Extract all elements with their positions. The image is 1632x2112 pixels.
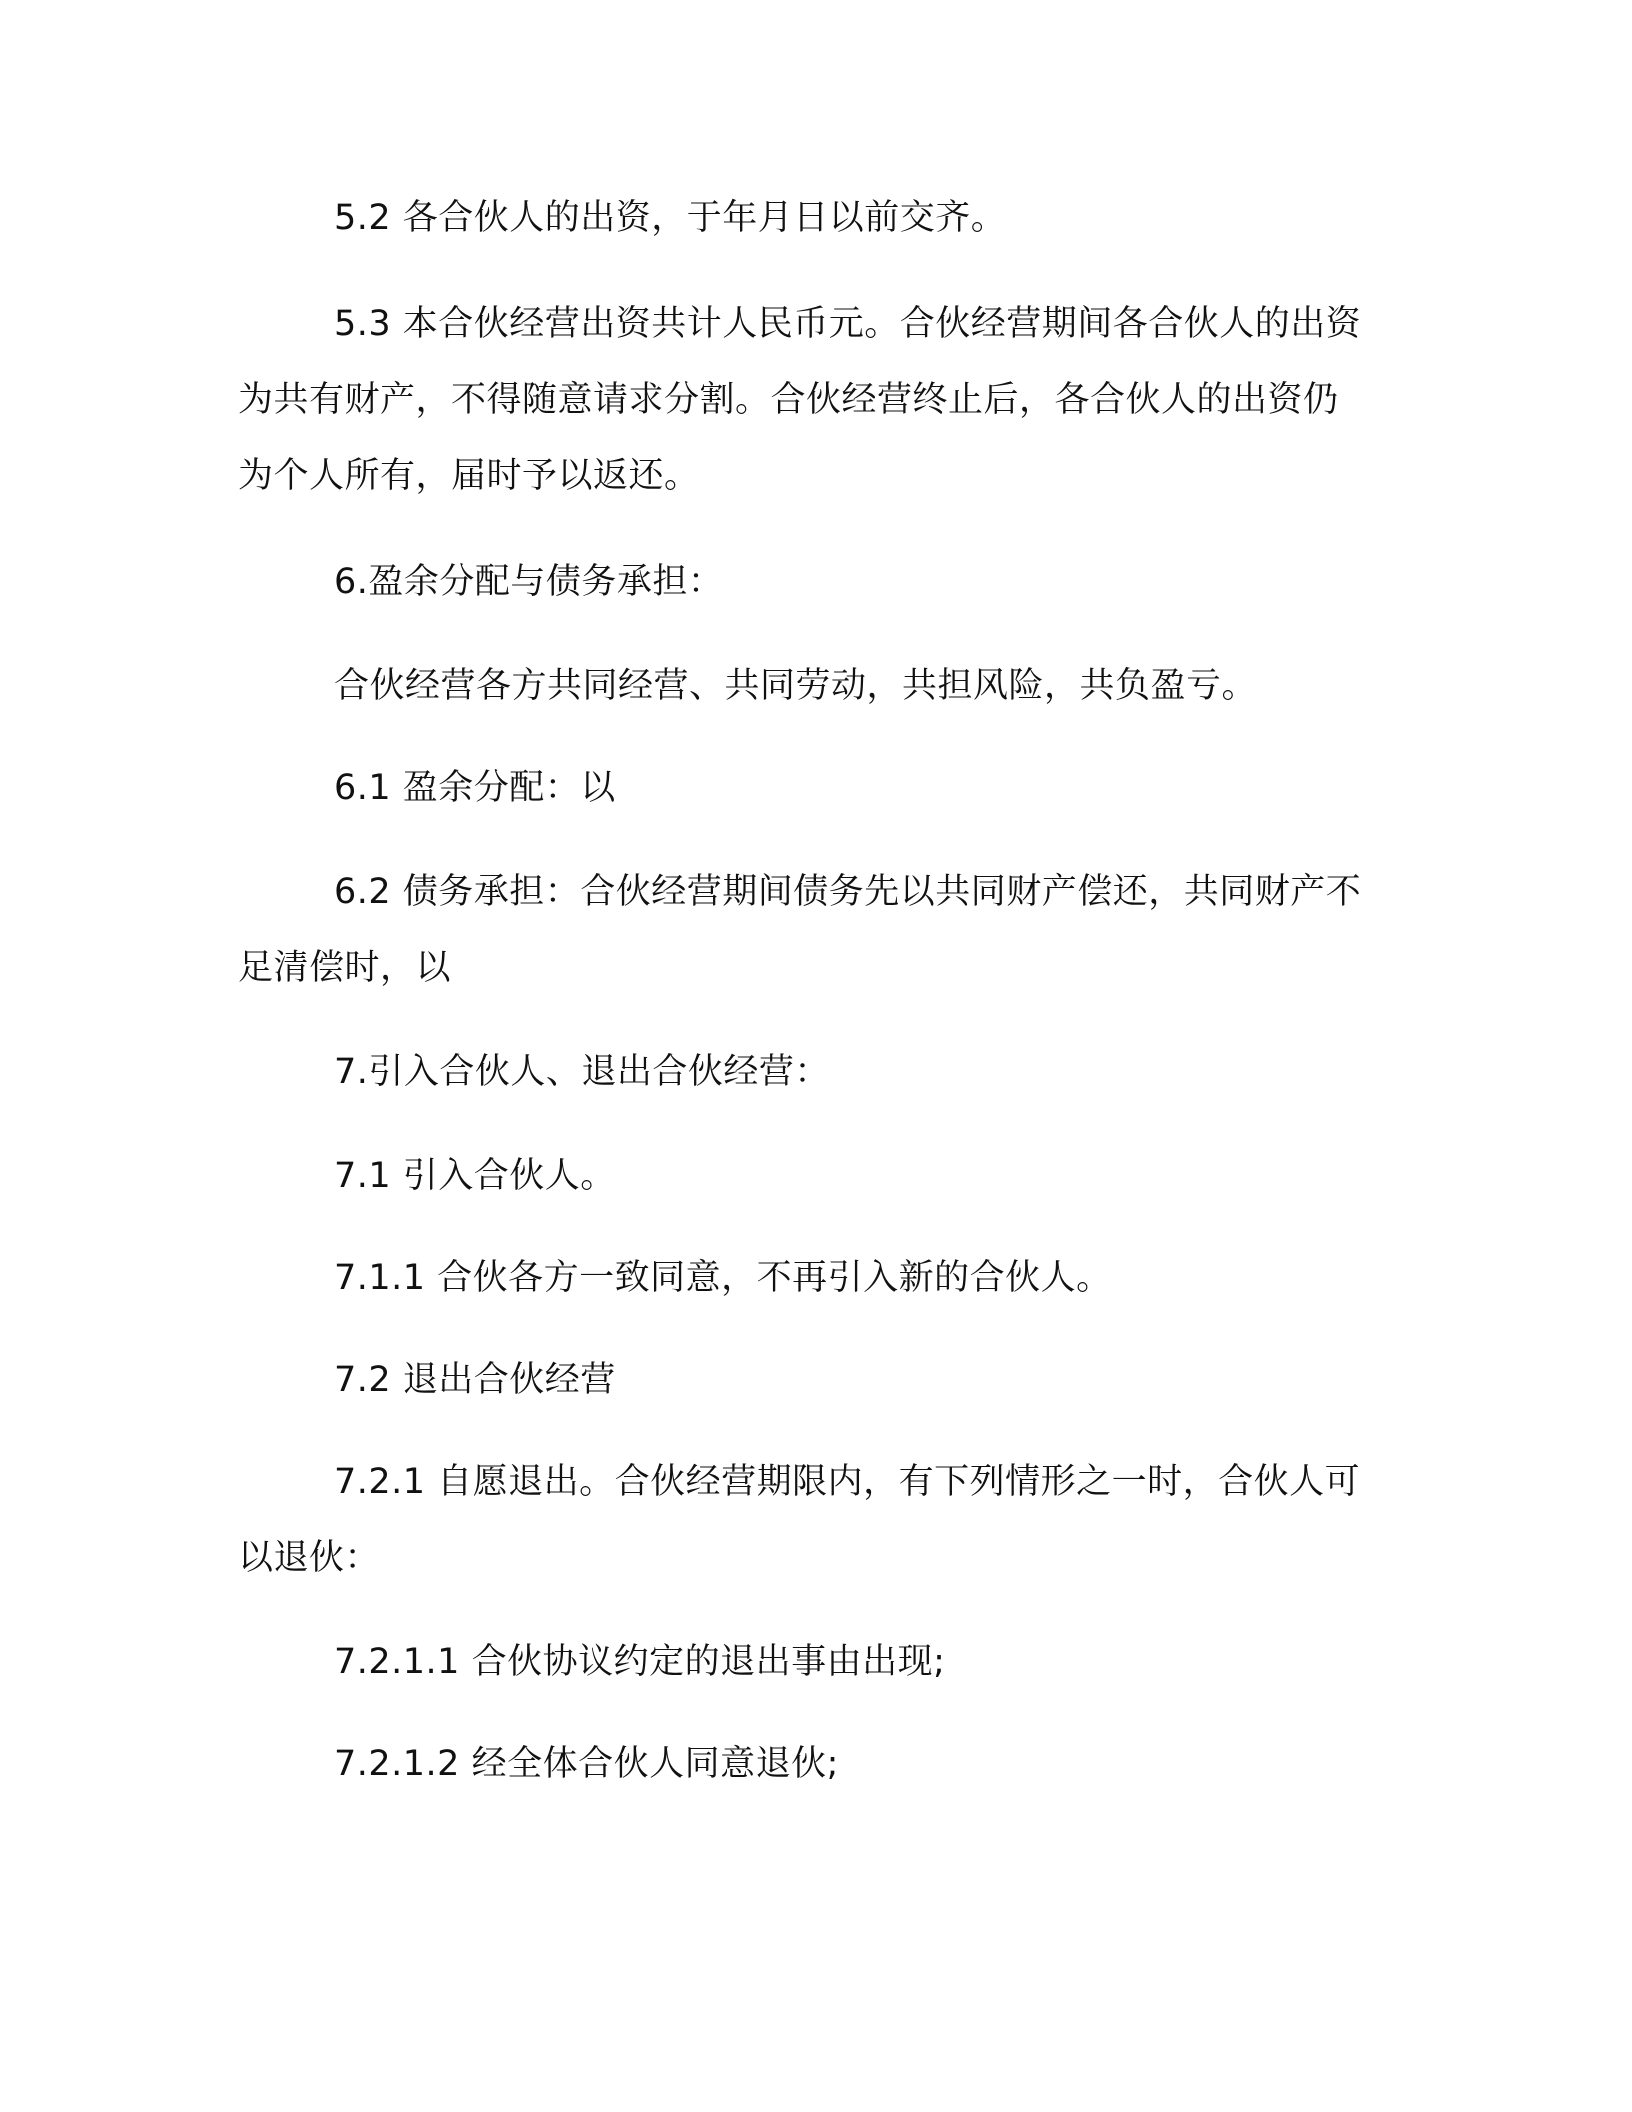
paragraph-6-heading: 6.盈余分配与债务承担： [334,562,724,602]
paragraph-5-3: 5.3 本合伙经营出资共计人民币元。合伙经营期间各合伙人的出资为共有财产，不得随意请求分割。合伙经营终止后，各合伙人的出资仍为个人所有，届时予以返还。 [238,304,1362,496]
paragraph-6-2: 6.2 债务承担：合伙经营期间债务先以共同财产偿还，共同财产不足清偿时，以 [238,872,1362,988]
paragraph-7-1-1: 7.1.1 合伙各方一致同意，不再引入新的合伙人。 [334,1258,1112,1298]
paragraph-7-2: 7.2 退出合伙经营 [334,1360,616,1400]
paragraph-6-intro: 合伙经营各方共同经营、共同劳动，共担风险，共负盈亏。 [334,666,1258,706]
paragraph-7-2-1: 7.2.1 自愿退出。合伙经营期限内，有下列情形之一时，合伙人可以退伙： [238,1462,1361,1578]
paragraph-7-2-1-1: 7.2.1.1 合伙协议约定的退出事由出现; [334,1642,946,1682]
paragraph-7-heading: 7.引入合伙人、退出合伙经营： [334,1052,830,1092]
paragraph-7-2-1-2: 7.2.1.2 经全体合伙人同意退伙; [334,1744,839,1784]
paragraph-6-1: 6.1 盈余分配：以 [334,768,616,808]
paragraph-5-2: 5.2 各合伙人的出资，于年月日以前交齐。 [334,198,1007,238]
paragraph-7-1: 7.1 引入合伙人。 [334,1156,616,1196]
